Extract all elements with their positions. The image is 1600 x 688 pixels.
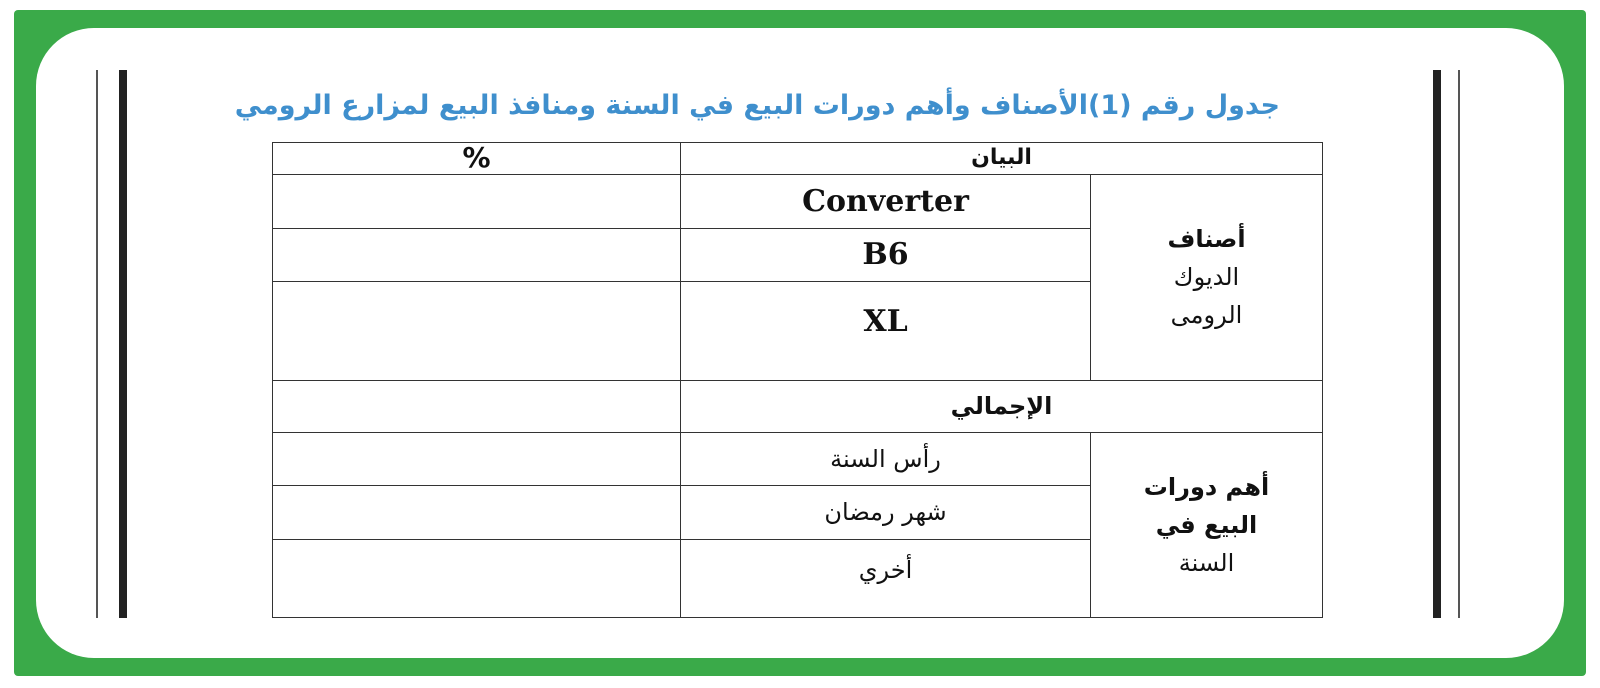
group1-line-2: الديوك [1173,263,1240,292]
row-label-converter: Converter [681,174,1091,228]
group1-line-3: الرومى [1170,301,1243,330]
total-label: الإجمالي [681,381,1323,433]
group2-line-1: أهم دورات [1143,472,1270,501]
data-table [272,142,1323,618]
table-row [273,174,1323,228]
table-row [273,432,1323,486]
total-value [273,381,681,433]
group2-line-2: البيع في [1155,510,1258,539]
table-title: جدول رقم (1)الأصناف وأهم دورات البيع في السنة ومنافذ البيع لمزارع الرومي [234,90,1280,121]
total-row [273,381,1323,433]
header-percent: % [273,143,681,175]
row-value-other [273,539,681,617]
row-value-xl [273,282,681,381]
row-label-ramadan: شهر رمضان [681,486,1091,540]
group-label-sales-seasons [1091,432,1323,617]
group1-line-1: أصناف [1167,225,1246,254]
left-rule-thick [119,70,127,618]
table-header-row [273,143,1323,175]
group-label-turkey-breeds [1091,174,1323,380]
row-label-other: أخري [681,539,1091,617]
group2-line-3: السنة [1178,548,1235,577]
row-value-converter [273,174,681,228]
row-label-xl: XL [681,282,1091,381]
right-rule-thin [1458,70,1460,618]
row-value-ramadan [273,486,681,540]
right-rule-thick [1433,70,1441,618]
row-value-b6 [273,228,681,282]
left-rule-thin [96,70,98,618]
row-label-new-year: رأس السنة [681,432,1091,486]
row-value-new-year [273,432,681,486]
row-label-b6: B6 [681,228,1091,282]
header-statement: البيان [681,143,1323,175]
